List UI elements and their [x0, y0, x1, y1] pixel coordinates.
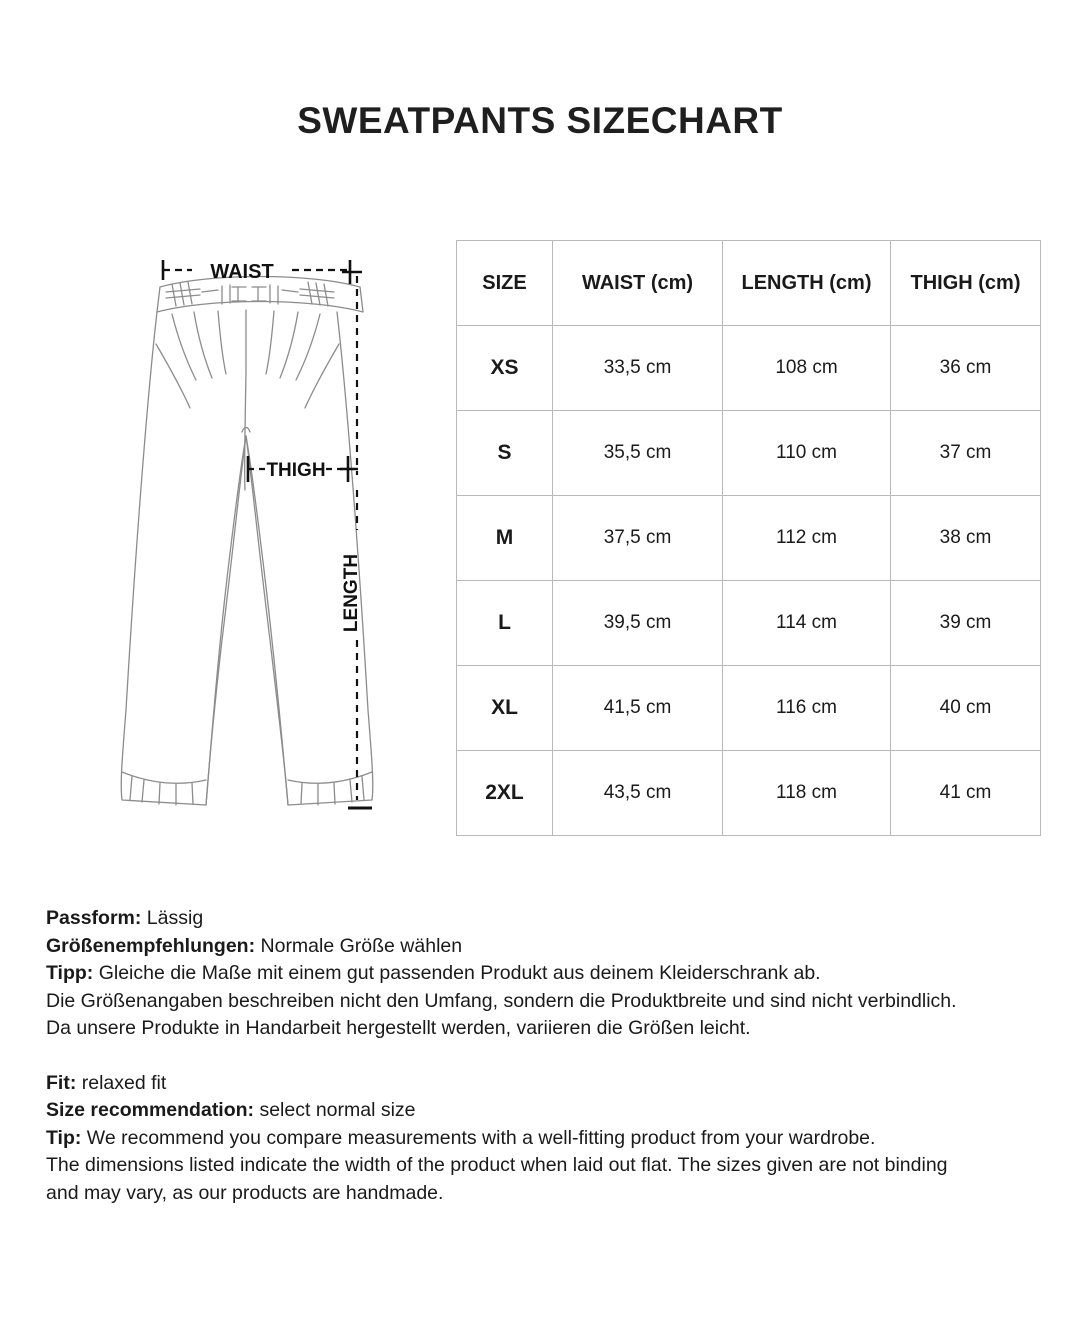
en-fit-value: relaxed fit — [76, 1071, 167, 1094]
length-measure-annotation — [341, 276, 372, 808]
table-row — [457, 751, 1041, 836]
de-fit-line — [46, 905, 1046, 933]
pants-outline — [121, 277, 373, 806]
cell-size: L — [457, 581, 553, 666]
table-row — [457, 411, 1041, 496]
cell-waist: 43,5 cm — [553, 751, 723, 836]
de-fit-label: Passform: — [46, 907, 142, 929]
cell-waist: 33,5 cm — [553, 326, 723, 411]
header-waist: WAIST (cm) — [553, 241, 723, 326]
notes-english — [46, 1070, 1046, 1208]
en-tip-label: Tip: — [46, 1126, 82, 1149]
header-length: LENGTH (cm) — [723, 241, 891, 326]
en-tip-value: We recommend you compare measurements with a well-fitting product from your wardrobe. — [81, 1126, 876, 1149]
en-tip-line — [46, 1125, 1046, 1153]
en-size-rec-label: Size recommendation: — [46, 1099, 255, 1121]
notes-section — [46, 905, 1046, 1207]
cell-length: 110 cm — [723, 411, 891, 496]
cell-thigh: 37 cm — [891, 411, 1041, 496]
cell-size: XL — [457, 666, 553, 751]
table-row — [457, 326, 1041, 411]
table-header-row — [457, 241, 1041, 326]
table-row — [457, 581, 1041, 666]
cell-length: 116 cm — [723, 666, 891, 751]
de-size-rec-label: Größenempfehlungen: — [46, 934, 256, 957]
cell-size: 2XL — [457, 751, 553, 836]
cell-thigh: 36 cm — [891, 326, 1041, 411]
size-chart-table — [456, 240, 1041, 836]
cell-waist: 39,5 cm — [553, 581, 723, 666]
cell-thigh: 38 cm — [891, 496, 1041, 581]
cell-thigh: 39 cm — [891, 581, 1041, 666]
de-disclaimer-line-1: Die Größenangaben beschreiben nicht den Umfang, sondern die Produktbreite und sind nicht verbindlich. — [46, 989, 957, 1012]
cell-length: 114 cm — [723, 581, 891, 666]
cell-waist: 35,5 cm — [553, 411, 723, 496]
thigh-measure-annotation — [248, 456, 358, 482]
header-thigh: THIGH (cm) — [891, 241, 1041, 326]
en-fit-line — [46, 1070, 1046, 1098]
en-size-recommendation-line — [46, 1097, 1046, 1125]
cell-thigh: 41 cm — [891, 751, 1041, 836]
cell-length: 118 cm — [723, 751, 891, 836]
de-tip-label: Tipp: — [46, 962, 94, 984]
size-chart-table-container — [456, 240, 1040, 836]
cell-size: S — [457, 411, 553, 496]
cell-thigh: 40 cm — [891, 666, 1041, 751]
de-size-recommendation-line — [46, 933, 1046, 961]
de-tip-line — [46, 960, 1046, 988]
notes-german — [46, 905, 1046, 1043]
de-fit-value: Lässig — [141, 907, 204, 929]
de-disclaimer-line-2: Da unsere Produkte in Handarbeit hergestellt werden, variieren die Größen leicht. — [46, 1017, 751, 1039]
length-label: LENGTH — [341, 553, 362, 633]
thigh-label: THIGH — [266, 460, 326, 481]
waist-label: WAIST — [210, 261, 274, 283]
table-row — [457, 666, 1041, 751]
header-size: SIZE — [457, 241, 553, 326]
cell-size: XS — [457, 326, 553, 411]
cell-waist: 41,5 cm — [553, 666, 723, 751]
cell-size: M — [457, 496, 553, 581]
en-disclaimer-line-1: The dimensions listed indicate the width of the product when laid out flat. The sizes given are not binding — [46, 1154, 948, 1176]
en-fit-label: Fit: — [46, 1071, 77, 1094]
sweatpants-illustration — [60, 240, 440, 850]
de-size-rec-value: Normale Größe wählen — [255, 934, 463, 957]
cell-length: 108 cm — [723, 326, 891, 411]
de-tip-value: Gleiche die Maße mit einem gut passenden Produkt aus deinem Kleiderschrank ab. — [93, 962, 821, 984]
en-size-rec-value: select normal size — [254, 1099, 416, 1121]
page-title: SWEATPANTS SIZECHART — [297, 100, 783, 141]
en-disclaimer-line-2: and may vary, as our products are handmade. — [46, 1181, 444, 1204]
cell-length: 112 cm — [723, 496, 891, 581]
cell-waist: 37,5 cm — [553, 496, 723, 581]
table-row — [457, 496, 1041, 581]
notes-spacer — [46, 1043, 1046, 1070]
